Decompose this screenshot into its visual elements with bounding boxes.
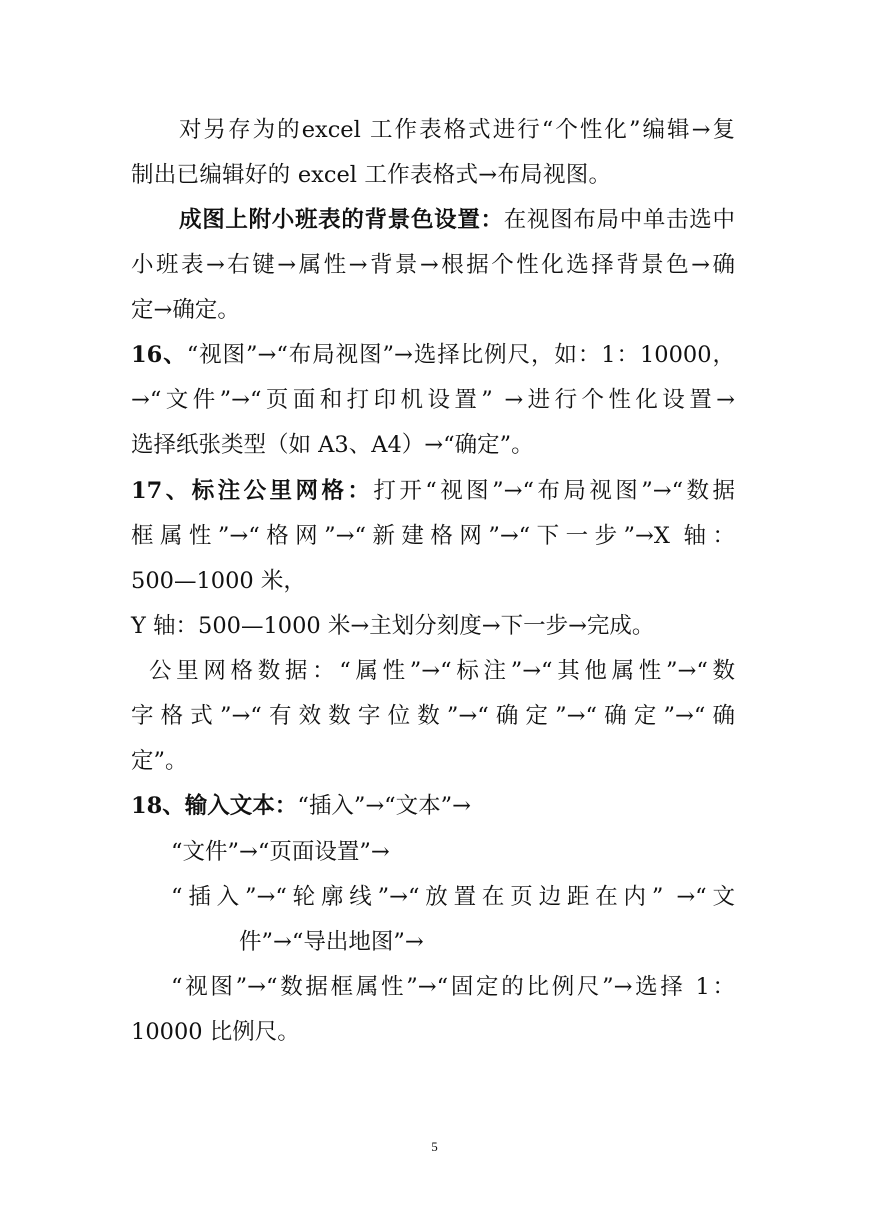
section-heading: 成图上附小班表的背景色设置： [179, 207, 504, 233]
text-line: “视图”→“数据框属性”→“固定的比例尺”→选择 1： [171, 974, 735, 1000]
text-line: 字格式”→“有效数字位数”→“确定”→“确定”→“确 [131, 703, 735, 729]
text-line: →“文件”→“页面和打印机设置” →进行个性化设置→ [131, 387, 735, 413]
text-line: “插入”→“轮廓线”→“放置在页边距在内” →“文 [171, 884, 735, 910]
text-line: 16、“视图”→“布局视图”→选择比例尺，如：1：10000， [131, 342, 736, 368]
text-line: “文件”→“页面设置”→ [171, 839, 390, 865]
text-line: 制出已编辑好的 excel 工作表格式→布局视图。 [131, 162, 611, 188]
text-line: 定→确定。 [131, 297, 240, 323]
text-line: 定”。 [131, 748, 188, 774]
text-line: 成图上附小班表的背景色设置：在视图布局中单击选中 [179, 207, 735, 233]
section-number: 16、 [131, 342, 187, 368]
text-line: 10000 比例尺。 [131, 1019, 300, 1045]
text-line: 500—1000 米， [131, 568, 306, 594]
text-line: 公里网格数据：“属性”→“标注”→“其他属性”→“数 [149, 658, 735, 684]
text-line: 框属性”→“格网”→“新建格网”→“下一步”→X 轴： [131, 523, 735, 549]
section-heading: 17、标注公里网格： [131, 478, 374, 504]
text-line: 件”→“导出地图”→ [239, 929, 424, 955]
page-number: 5 [431, 1139, 438, 1154]
text-line: 对另存为的excel 工作表格式进行“个性化”编辑→复 [179, 117, 735, 143]
text-line: 小班表→右键→属性→背景→根据个性化选择背景色→确 [131, 252, 735, 278]
text-line: 18、输入文本：“插入”→“文本”→ [131, 793, 472, 819]
text-line: 17、标注公里网格：打开“视图”→“布局视图”→“数据 [131, 478, 735, 504]
text-line: 选择纸张类型（如 A3、A4）→“确定”。 [131, 432, 534, 458]
text-line: Y 轴：500—1000 米→主划分刻度→下一步→完成。 [131, 613, 655, 639]
section-heading: 18、输入文本： [131, 793, 298, 819]
